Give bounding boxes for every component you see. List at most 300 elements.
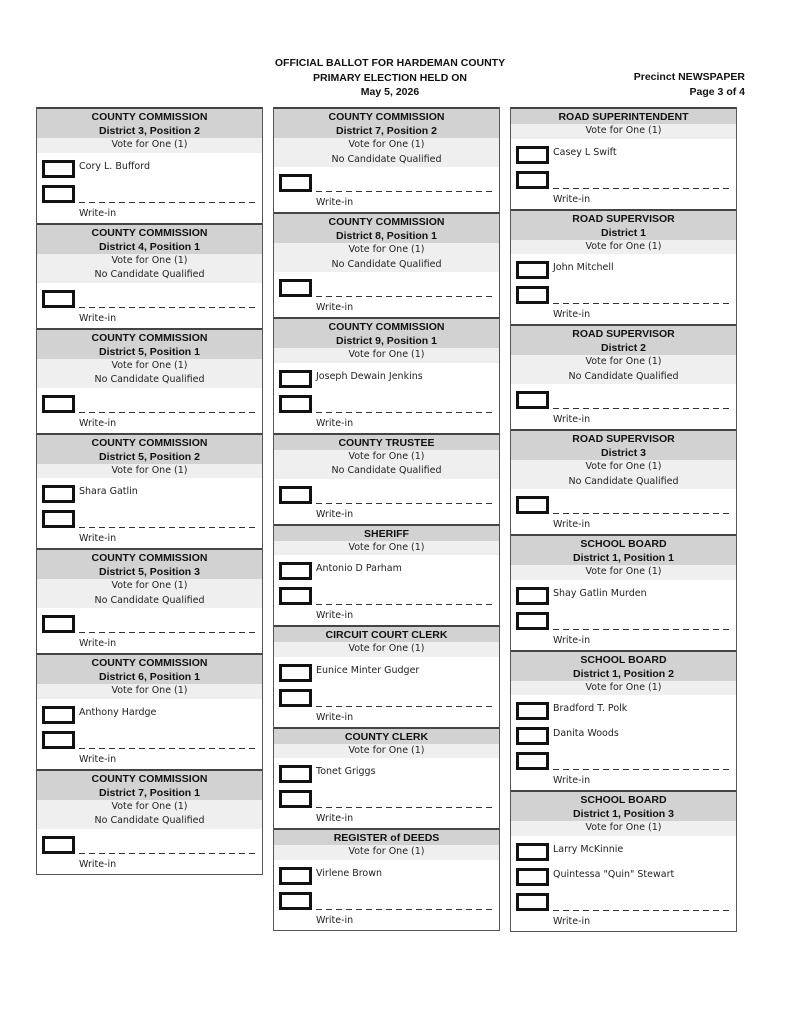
contest-title: ROAD SUPERVISOR (572, 212, 675, 225)
contest (37, 769, 262, 874)
contest-header (37, 109, 262, 138)
contest (511, 534, 736, 650)
vote-instructions (274, 138, 499, 167)
write-in-line[interactable] (553, 769, 731, 770)
contest-title: COUNTY COMMISSION (91, 657, 208, 669)
vote-oval-checkbox[interactable] (279, 562, 312, 580)
vote-oval-checkbox[interactable] (279, 279, 312, 297)
write-in-label: Write-in (316, 813, 354, 824)
write-in-label: Write-in (553, 915, 591, 927)
vote-oval-checkbox[interactable] (516, 286, 549, 304)
vote-instructions (511, 821, 736, 836)
election-date: May 5, 2026 (360, 86, 420, 98)
contest (274, 433, 499, 524)
contest-subtitle: District 1, Position 2 (573, 667, 674, 680)
write-in-option[interactable] (511, 752, 736, 790)
contest (511, 324, 736, 429)
vote-for-label: Vote for One (1) (111, 800, 188, 812)
contest-options (274, 860, 499, 930)
candidate-name: Quintessa "Quin" Stewart (553, 868, 675, 880)
contest (274, 524, 499, 626)
vote-oval-checkbox[interactable] (516, 727, 549, 745)
write-in-label: Write-in (553, 519, 591, 530)
contest-subtitle: District 3 (601, 447, 646, 459)
vote-oval-checkbox[interactable] (42, 290, 75, 308)
contest-options (274, 555, 499, 625)
contest-header (37, 330, 262, 359)
candidate-name: Tonet Griggs (316, 766, 376, 777)
contest-header (274, 627, 499, 642)
contest-subtitle: District 2 (601, 342, 646, 354)
write-in-line[interactable] (553, 408, 731, 409)
contest-options (274, 758, 499, 828)
vote-for-label: Vote for One (1) (585, 240, 662, 252)
no-candidate-note: No Candidate Qualified (568, 475, 679, 487)
contest (511, 107, 736, 209)
write-in-line[interactable] (79, 527, 257, 528)
contest-options (37, 153, 262, 223)
precinct-label: Precinct NEWSPAPER (633, 71, 745, 83)
vote-oval-checkbox[interactable] (42, 836, 75, 854)
write-in-line[interactable] (316, 191, 494, 192)
vote-instructions (37, 800, 262, 829)
contest-options (511, 836, 736, 931)
write-in-label: Write-in (316, 711, 354, 723)
contest-header (511, 792, 736, 821)
vote-instructions (274, 744, 499, 759)
contest-options (37, 829, 262, 874)
write-in-line[interactable] (553, 629, 731, 630)
write-in-option[interactable] (274, 174, 499, 212)
contest (274, 625, 499, 727)
contest-header (274, 319, 499, 348)
write-in-option[interactable] (37, 185, 262, 223)
contest-options (274, 657, 499, 727)
no-candidate-note: No Candidate Qualified (568, 370, 679, 382)
candidate-option[interactable] (37, 160, 262, 185)
write-in-option[interactable] (37, 836, 262, 874)
write-in-option[interactable] (511, 612, 736, 650)
write-in-label: Write-in (79, 638, 117, 649)
ballot-column-1 (36, 107, 263, 875)
candidate-name: Larry McKinnie (553, 843, 624, 855)
write-in-label: Write-in (316, 417, 354, 429)
vote-for-label: Vote for One (1) (111, 464, 188, 476)
contest-title: SCHOOL BOARD (580, 653, 667, 666)
write-in-label: Write-in (553, 634, 591, 646)
vote-for-label: Vote for One (1) (585, 125, 662, 136)
contest (274, 107, 499, 212)
vote-for-label: Vote for One (1) (585, 566, 662, 577)
vote-instructions (274, 642, 499, 657)
candidate-option[interactable] (511, 843, 736, 868)
contest-subtitle: District 5, Position 3 (99, 566, 200, 578)
vote-oval-checkbox[interactable] (516, 702, 549, 720)
contest-subtitle: District 7, Position 1 (99, 786, 200, 799)
contest-title: COUNTY COMMISSION (91, 226, 208, 239)
write-in-line[interactable] (316, 503, 494, 504)
write-in-line[interactable] (316, 296, 494, 297)
vote-oval-checkbox[interactable] (516, 752, 549, 770)
vote-oval-checkbox[interactable] (42, 160, 75, 178)
no-candidate-note: No Candidate Qualified (94, 374, 205, 385)
contest-subtitle: District 8, Position 1 (336, 230, 437, 242)
contest-title: COUNTY COMMISSION (91, 331, 208, 344)
contest-title: REGISTER of DEEDS (333, 832, 440, 844)
contest (274, 828, 499, 930)
contest-header (511, 652, 736, 681)
contest-header (511, 536, 736, 565)
contest-header (37, 435, 262, 464)
contest (274, 317, 499, 433)
contest-subtitle: District 1, Position 3 (573, 808, 674, 820)
contest-subtitle: District 3, Position 2 (99, 125, 200, 137)
contest-options (37, 478, 262, 548)
contest-subtitle: District 4, Position 1 (99, 240, 200, 253)
ballot-column-2 (273, 107, 500, 931)
contest-options (37, 388, 262, 433)
election-name: PRIMARY ELECTION HELD ON (312, 71, 467, 84)
vote-for-label: Vote for One (1) (348, 139, 425, 150)
contest-header (37, 225, 262, 254)
write-in-line[interactable] (316, 909, 494, 910)
candidate-option[interactable] (511, 261, 736, 286)
write-in-line[interactable] (316, 604, 494, 605)
contest-title: SHERIFF (364, 527, 409, 540)
contest-options (274, 363, 499, 433)
vote-oval-checkbox[interactable] (279, 867, 312, 885)
vote-for-label: Vote for One (1) (348, 450, 425, 462)
write-in-line[interactable] (79, 748, 257, 749)
candidate-option[interactable] (511, 727, 736, 752)
vote-for-label: Vote for One (1) (348, 541, 425, 553)
write-in-line[interactable] (553, 910, 731, 911)
vote-instructions (511, 565, 736, 580)
vote-instructions (274, 845, 499, 860)
contest-header (37, 550, 262, 579)
write-in-option[interactable] (274, 486, 499, 524)
contest-title: ROAD SUPERINTENDENT (558, 111, 689, 123)
vote-oval-checkbox[interactable] (279, 370, 312, 388)
contest-title: COUNTY COMMISSION (328, 111, 445, 123)
contest (511, 790, 736, 931)
candidate-name: Virlene Brown (316, 867, 383, 879)
vote-instructions (511, 355, 736, 384)
contest-options (37, 699, 262, 769)
contest-options (274, 479, 499, 524)
vote-instructions (37, 579, 262, 608)
contest (274, 727, 499, 829)
write-in-line[interactable] (553, 188, 731, 189)
contest-options (511, 489, 736, 534)
write-in-line[interactable] (79, 412, 257, 413)
candidate-option[interactable] (37, 485, 262, 510)
vote-for-label: Vote for One (1) (111, 254, 188, 266)
write-in-label: Write-in (553, 775, 591, 786)
candidate-name: Anthony Hardge (79, 706, 157, 718)
vote-for-label: Vote for One (1) (585, 461, 662, 472)
candidate-option[interactable] (511, 702, 736, 727)
no-candidate-note: No Candidate Qualified (94, 815, 205, 826)
write-in-line[interactable] (553, 513, 731, 514)
contest-options (37, 283, 262, 328)
vote-for-label: Vote for One (1) (585, 356, 662, 367)
write-in-label: Write-in (316, 302, 354, 313)
write-in-label: Write-in (79, 312, 117, 324)
vote-oval-checkbox[interactable] (516, 496, 549, 514)
write-in-line[interactable] (316, 412, 494, 413)
write-in-option[interactable] (274, 279, 499, 317)
contest-subtitle: District 6, Position 1 (99, 671, 200, 683)
contest-options (511, 580, 736, 650)
vote-oval-checkbox[interactable] (279, 790, 312, 808)
no-candidate-note: No Candidate Qualified (331, 465, 442, 476)
ballot-header (240, 56, 540, 100)
vote-oval-checkbox[interactable] (42, 395, 75, 413)
vote-for-label: Vote for One (1) (348, 643, 425, 654)
write-in-line[interactable] (79, 202, 257, 203)
vote-instructions (37, 254, 262, 283)
no-candidate-note: No Candidate Qualified (331, 153, 442, 165)
candidate-option[interactable] (274, 562, 499, 587)
contest-title: COUNTY COMMISSION (91, 552, 208, 564)
contest-header (511, 326, 736, 355)
vote-instructions (37, 684, 262, 699)
contest-title: COUNTY COMMISSION (328, 321, 445, 333)
contest-subtitle: District 5, Position 1 (99, 345, 200, 358)
contest-options (274, 272, 499, 317)
vote-oval-checkbox[interactable] (516, 868, 549, 886)
write-in-label: Write-in (79, 858, 117, 870)
write-in-option[interactable] (274, 689, 499, 727)
write-in-option[interactable] (274, 395, 499, 433)
write-in-label: Write-in (316, 610, 354, 621)
contest-title: COUNTY COMMISSION (91, 772, 208, 785)
contest-title: CIRCUIT COURT CLERK (325, 629, 448, 641)
contest-header (274, 435, 499, 450)
contest-title: ROAD SUPERVISOR (572, 433, 675, 445)
write-in-option[interactable] (274, 892, 499, 930)
vote-oval-checkbox[interactable] (516, 843, 549, 861)
contest-header (37, 655, 262, 684)
contest (37, 653, 262, 769)
vote-for-label: Vote for One (1) (585, 822, 662, 833)
write-in-label: Write-in (79, 417, 117, 429)
contest (511, 209, 736, 325)
vote-oval-checkbox[interactable] (42, 731, 75, 749)
write-in-label: Write-in (79, 207, 117, 219)
vote-for-label: Vote for One (1) (585, 681, 662, 693)
vote-instructions (37, 464, 262, 479)
ballot-title: OFFICIAL BALLOT FOR HARDEMAN COUNTY (274, 57, 506, 69)
write-in-label: Write-in (79, 753, 117, 765)
vote-oval-checkbox[interactable] (42, 185, 75, 203)
candidate-name: Antonio D Parham (316, 563, 402, 574)
vote-oval-checkbox[interactable] (516, 146, 549, 164)
candidate-option[interactable] (274, 867, 499, 892)
candidate-option[interactable] (37, 706, 262, 731)
candidate-name: Bradford T. Polk (553, 703, 628, 714)
contest (511, 650, 736, 791)
write-in-label: Write-in (553, 193, 591, 205)
contest-header (511, 431, 736, 460)
vote-for-label: Vote for One (1) (348, 846, 425, 857)
write-in-option[interactable] (37, 731, 262, 769)
contest-options (511, 384, 736, 429)
contest (37, 107, 262, 223)
write-in-line[interactable] (79, 853, 257, 854)
write-in-label: Write-in (316, 197, 354, 208)
candidate-option[interactable] (511, 868, 736, 893)
contest-options (274, 167, 499, 212)
write-in-line[interactable] (79, 632, 257, 633)
candidate-name: Casey L Swift (553, 146, 617, 158)
write-in-line[interactable] (79, 307, 257, 308)
candidate-name: Eunice Minter Gudger (316, 664, 420, 676)
contest-subtitle: District 1 (601, 226, 646, 239)
vote-oval-checkbox[interactable] (516, 261, 549, 279)
contest (274, 212, 499, 317)
vote-instructions (274, 541, 499, 556)
contest (37, 223, 262, 328)
candidate-option[interactable] (511, 587, 736, 612)
vote-instructions (37, 359, 262, 388)
write-in-option[interactable] (274, 790, 499, 828)
vote-for-label: Vote for One (1) (348, 349, 425, 360)
contest-header (274, 214, 499, 243)
contest-header (274, 830, 499, 845)
contest-options (511, 139, 736, 209)
write-in-line[interactable] (553, 303, 731, 304)
candidate-name: John Mitchell (553, 262, 614, 273)
vote-for-label: Vote for One (1) (348, 244, 425, 255)
vote-instructions (511, 124, 736, 139)
vote-for-label: Vote for One (1) (111, 359, 188, 371)
vote-oval-checkbox[interactable] (516, 893, 549, 911)
vote-instructions (511, 460, 736, 489)
write-in-option[interactable] (37, 510, 262, 548)
contest-header (274, 729, 499, 744)
vote-oval-checkbox[interactable] (279, 486, 312, 504)
contest-title: COUNTY COMMISSION (328, 216, 445, 228)
vote-oval-checkbox[interactable] (42, 615, 75, 633)
candidate-name: Shara Gatlin (79, 486, 138, 497)
write-in-option[interactable] (37, 395, 262, 433)
write-in-option[interactable] (511, 391, 736, 429)
vote-for-label: Vote for One (1) (348, 744, 425, 756)
vote-oval-checkbox[interactable] (516, 391, 549, 409)
vote-oval-checkbox[interactable] (516, 587, 549, 605)
no-candidate-note: No Candidate Qualified (94, 269, 205, 280)
candidate-name: Shay Gatlin Murden (553, 587, 647, 599)
vote-oval-checkbox[interactable] (516, 171, 549, 189)
vote-instructions (511, 681, 736, 696)
candidate-name: Cory L. Bufford (79, 160, 150, 172)
vote-oval-checkbox[interactable] (279, 765, 312, 783)
vote-instructions (511, 240, 736, 255)
contest (37, 548, 262, 653)
contest-title: SCHOOL BOARD (580, 538, 667, 550)
candidate-option[interactable] (511, 146, 736, 171)
contest (511, 429, 736, 534)
write-in-label: Write-in (553, 414, 591, 425)
candidate-name: Danita Woods (553, 728, 619, 739)
vote-oval-checkbox[interactable] (42, 706, 75, 724)
contest-header (37, 771, 262, 800)
write-in-line[interactable] (316, 706, 494, 707)
contest-header (511, 211, 736, 240)
contest (37, 433, 262, 549)
contest-subtitle: District 1, Position 1 (573, 552, 674, 564)
contest-header (274, 109, 499, 138)
vote-oval-checkbox[interactable] (279, 174, 312, 192)
page-number: Page 3 of 4 (689, 85, 745, 98)
candidate-option[interactable] (274, 370, 499, 395)
vote-for-label: Vote for One (1) (111, 580, 188, 591)
write-in-label: Write-in (316, 914, 354, 926)
write-in-label: Write-in (553, 309, 591, 320)
write-in-option[interactable] (511, 286, 736, 324)
vote-oval-checkbox[interactable] (279, 892, 312, 910)
no-candidate-note: No Candidate Qualified (94, 594, 205, 606)
contest-title: ROAD SUPERVISOR (572, 328, 675, 340)
vote-oval-checkbox[interactable] (42, 510, 75, 528)
vote-oval-checkbox[interactable] (279, 664, 312, 682)
vote-oval-checkbox[interactable] (279, 395, 312, 413)
contest (37, 328, 262, 433)
candidate-name: Joseph Dewain Jenkins (316, 370, 423, 382)
contest-subtitle: District 5, Position 2 (99, 450, 200, 463)
write-in-option[interactable] (274, 587, 499, 625)
vote-oval-checkbox[interactable] (279, 587, 312, 605)
vote-instructions (274, 450, 499, 479)
vote-instructions (37, 138, 262, 153)
vote-instructions (274, 243, 499, 272)
contest-options (511, 254, 736, 324)
vote-for-label: Vote for One (1) (111, 685, 188, 696)
vote-for-label: Vote for One (1) (111, 139, 188, 150)
vote-instructions (274, 348, 499, 363)
contest-header (511, 109, 736, 124)
write-in-option[interactable] (511, 171, 736, 209)
contest-options (37, 608, 262, 653)
candidate-option[interactable] (274, 765, 499, 790)
contest-title: COUNTY COMMISSION (91, 436, 208, 449)
candidate-option[interactable] (274, 664, 499, 689)
contest-options (511, 695, 736, 790)
vote-oval-checkbox[interactable] (279, 689, 312, 707)
vote-oval-checkbox[interactable] (42, 485, 75, 503)
no-candidate-note: No Candidate Qualified (331, 258, 442, 270)
precinct-info (634, 70, 745, 99)
contest-title: COUNTY TRUSTEE (338, 436, 435, 449)
write-in-line[interactable] (316, 807, 494, 808)
write-in-label: Write-in (79, 533, 117, 544)
write-in-option[interactable] (37, 290, 262, 328)
write-in-option[interactable] (511, 496, 736, 534)
ballot-column-3 (510, 107, 737, 932)
contest-subtitle: District 9, Position 1 (336, 335, 437, 347)
write-in-option[interactable] (37, 615, 262, 653)
vote-oval-checkbox[interactable] (516, 612, 549, 630)
write-in-option[interactable] (511, 893, 736, 931)
contest-subtitle: District 7, Position 2 (336, 125, 437, 137)
contest-header (274, 526, 499, 541)
contest-title: COUNTY CLERK (344, 730, 429, 743)
contest-title: COUNTY COMMISSION (91, 111, 208, 123)
contest-title: SCHOOL BOARD (580, 794, 667, 806)
write-in-label: Write-in (316, 508, 354, 520)
